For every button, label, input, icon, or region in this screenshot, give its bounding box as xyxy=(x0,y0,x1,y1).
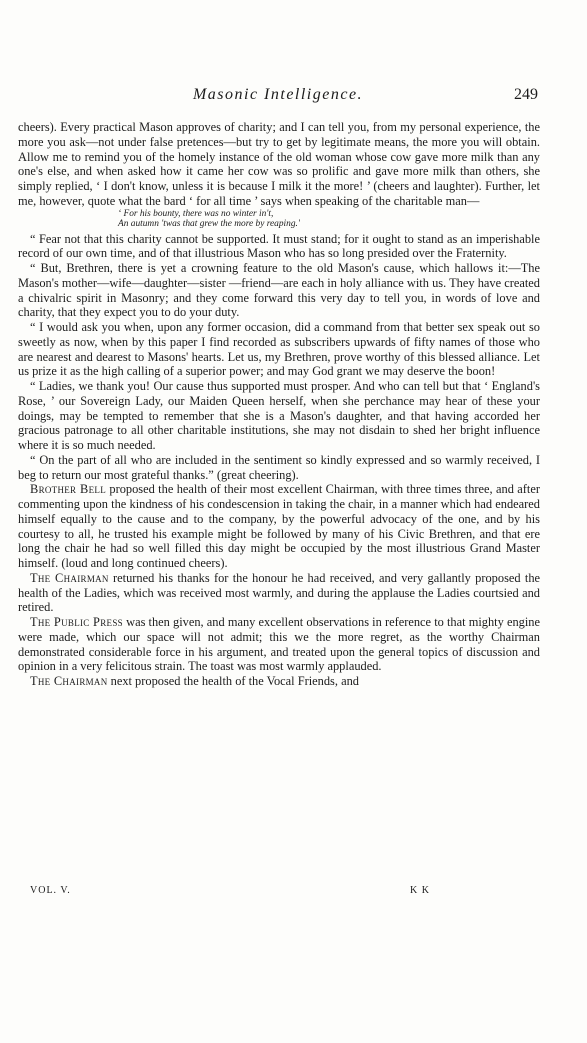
paragraph-toast-chairman xyxy=(18,482,540,571)
toast-text: was then given, and many excellent observations in reference to that mighty engine were made, which our space will not admit; this we the more regret, as the worthy Chairman demonstrated considerable force in his argument, and treated upon the general topics of discussion and opinion in a very felicitous strain. The toast was most warmly applauded. xyxy=(18,615,540,674)
paragraph-crowning-feature: “ But, Brethren, there is yet a crowning feature to the old Mason's cause, which hallows it:—The Mason's mother—wife—daughter—sister —friend—are each in holy alliance with us. They have created a chivalric spirit in Masonry; and they come forward this very day to tell you, in words of love and charity, that they expect you to do your duty. xyxy=(18,261,540,320)
verse-line-2: An autumn 'twas that grew the more by reaping.' xyxy=(118,218,300,229)
paragraph-toast-vocal xyxy=(18,674,540,689)
paragraph-ladies-thanks: “ Ladies, we thank you! Our cause thus supported must prosper. And who can tell but that ‘ England's Rose, ’ our Sovereign Lady, our Maiden Queen herself, when she perchance may hear of these your doings, may be tempted to remember that she is a Mason's daughter, and that having accorded her gracious patronage to all other charitable institutions, she may not disdain to shed her bright influence where it is so much needed. xyxy=(18,379,540,452)
speaker-name: Brother Bell xyxy=(30,482,106,497)
toast-text: proposed the health of their most excellent Chairman, with three times three, and after commenting upon the kindness of his condescension in taking the chair, in a manner which had endeared himself equally to the cause and to the company, by the powerful advocacy of the one, and by his courtesy to all, he trusted his example might be followed by many of his Civic Brethren, and that ere long the chair he had so well filled this day might be occupied by the most illustrious Grand Master himself. (loud and long continued cheers). xyxy=(18,482,540,570)
page-footer xyxy=(18,885,540,899)
signature-mark: K K xyxy=(410,885,430,896)
toast-text: returned his thanks for the honour he had received, and very gallantly proposed the health of the Ladies, which was received most warmly, and during the applause the Ladies courtsied and retired. xyxy=(18,570,541,615)
volume-label: VOL. V. xyxy=(30,885,71,896)
page-number: 249 xyxy=(514,86,538,103)
verse-quotation xyxy=(18,209,540,229)
toast-text: next proposed the health of the Vocal Friends, and xyxy=(107,674,359,688)
paragraph-fear-not: “ Fear not that this charity cannot be supported. It must stand; for it ought to stand as an imperishable record of our own time, and of that illustrious Mason who has so long presided over the Fraternity. xyxy=(18,231,540,261)
article-body xyxy=(18,120,540,689)
running-title: Masonic Intelligence. xyxy=(192,86,364,103)
speaker-name: The Public Press xyxy=(30,615,123,629)
paragraph-cheers: cheers). Every practical Mason approves of charity; and I can tell you, from my personal experience, the more you ask—not under false pretences—but try to get by legitimate means, the more you will obtain. Allow me to remind you of the homely instance of the old woman whose cow gave more milk than any one's else, and when asked how it came her cow was so prolific and gave more milk than others, she simply replied, ‘ I don't know, unless it is because I milk it the more! ’ (cheers and laughter). Further, let me, however, quote what the bard ‘ for all time ’ says when speaking of the charitable man— xyxy=(18,120,540,208)
speaker-name: The Chairman xyxy=(30,570,109,585)
paragraph-better-sex: “ I would ask you when, upon any former occasion, did a command from that better sex speak out so sweetly as now, when by this paper I find recorded as subscribers upwards of fifty names of those who are nearest and dearest to Masons' hearts. Let us, my Brethren, prove worthy of this blessed alliance. Let us prize it as the high calling of a superior power; and may God grant we may deserve the boon! xyxy=(18,320,540,379)
paragraph-toast-ladies xyxy=(18,571,540,615)
verse-line-1: ‘ For his bounty, there was no winter in't, xyxy=(118,208,274,219)
paragraph-grateful-thanks: “ On the part of all who are included in the sentiment so kindly expressed and so warmly received, I beg to return our most grateful thanks.” (great cheering). xyxy=(18,452,540,482)
running-header xyxy=(18,86,538,108)
paragraph-toast-press xyxy=(18,615,540,674)
speaker-name: The Chairman xyxy=(30,674,108,688)
